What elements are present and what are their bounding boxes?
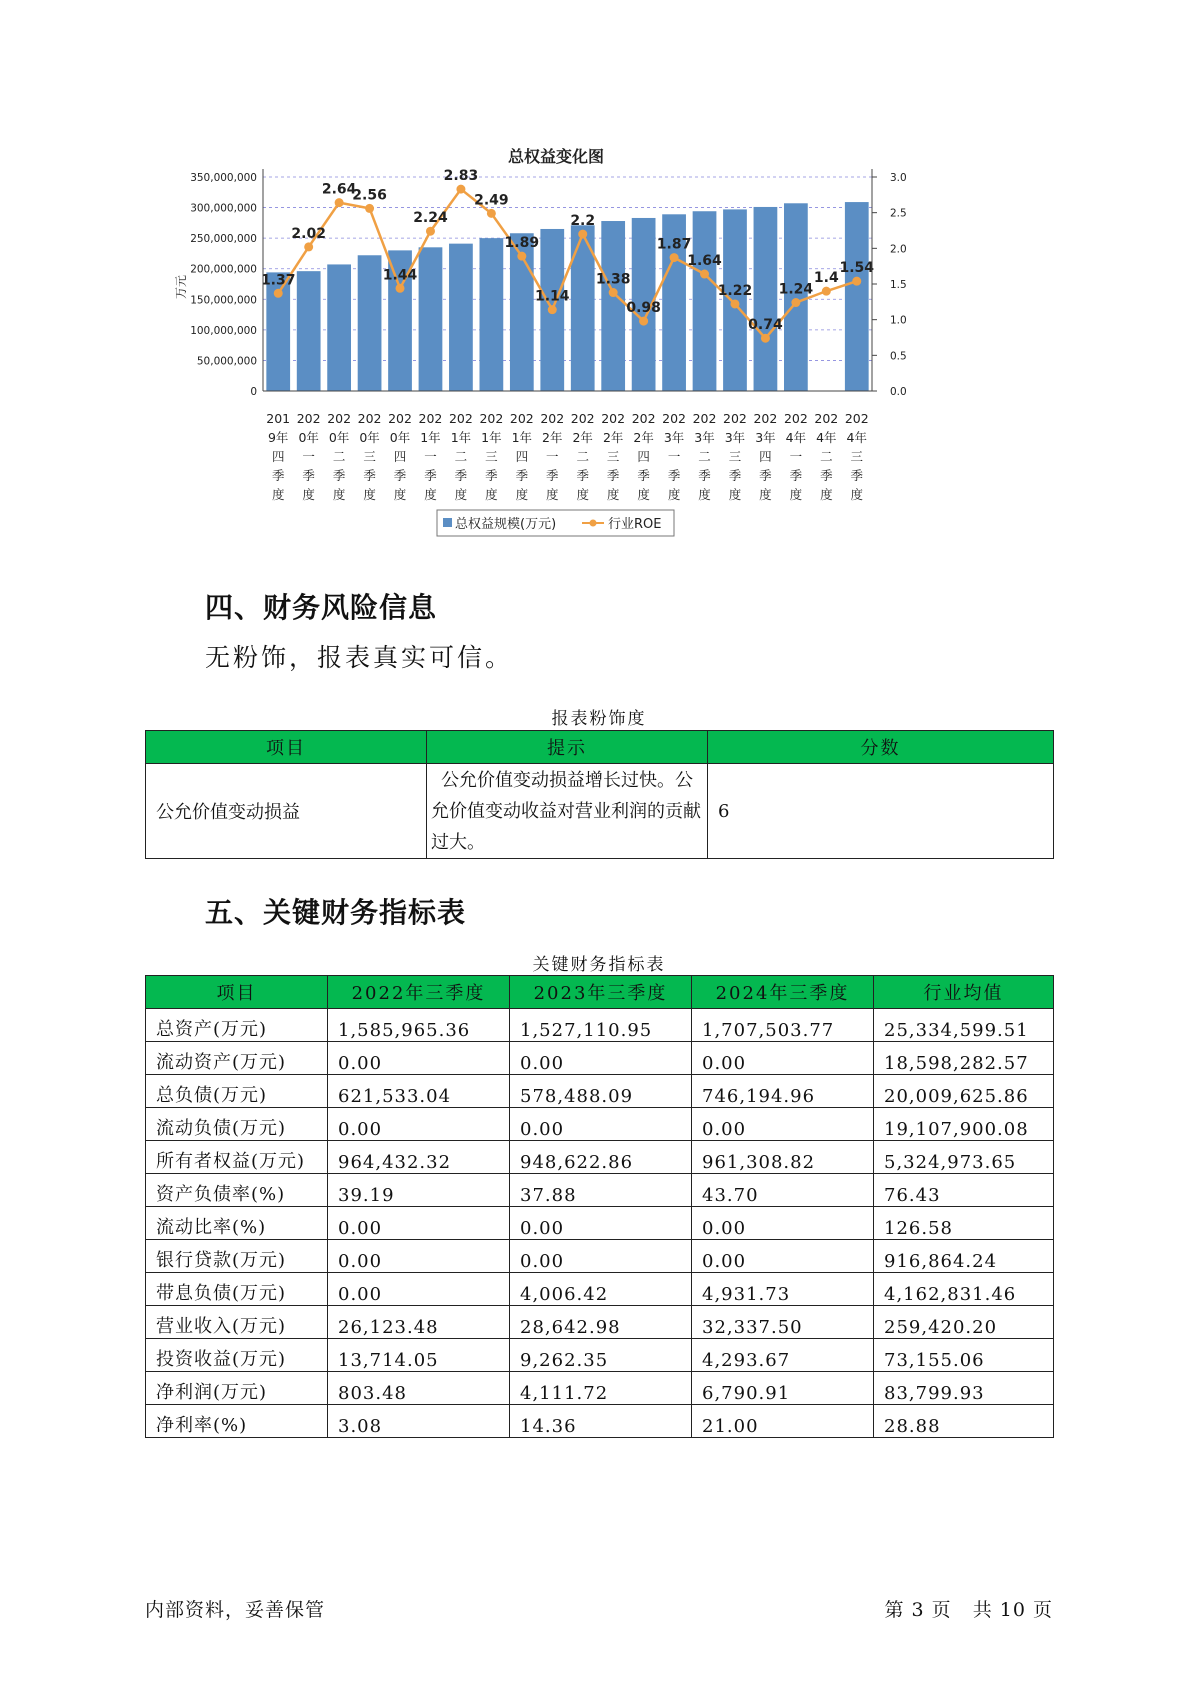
y2-tick-label: 3.0 <box>890 172 907 184</box>
roe-data-label: 0.74 <box>748 317 783 334</box>
kpi-cell: 0.00 <box>510 1240 692 1273</box>
kpi-row-label: 流动比率(%) <box>146 1207 328 1240</box>
roe-point <box>335 198 344 207</box>
chart-bar <box>419 247 443 391</box>
kpi-cell: 1,585,965.36 <box>328 1009 510 1042</box>
x-tick-label: 202 3年四季度 <box>753 411 778 502</box>
table-row <box>146 1372 1054 1405</box>
kpi-cell: 4,162,831.46 <box>874 1273 1054 1306</box>
kpi-cell: 4,006.42 <box>510 1273 692 1306</box>
legend-bar-label: 总权益规模(万元) <box>455 517 557 532</box>
kpi-cell: 37.88 <box>510 1174 692 1207</box>
x-tick-label: 202 3年二季度 <box>692 411 717 502</box>
chart-bar <box>845 202 869 391</box>
chart-bar <box>327 264 351 391</box>
table-row <box>146 1273 1054 1306</box>
section5-heading: 五、关键财务指标表 <box>205 896 467 929</box>
kpi-cell: 948,622.86 <box>510 1141 692 1174</box>
roe-point <box>578 230 587 239</box>
section4-text: 无粉饰，报表真实可信。 <box>205 643 514 672</box>
chart-title: 总权益变化图 <box>507 147 605 166</box>
roe-point <box>761 334 770 343</box>
kpi-row-label: 资产负债率(%) <box>146 1174 328 1207</box>
roe-point <box>609 288 618 297</box>
roe-data-label: 2.83 <box>443 168 479 185</box>
roe-point <box>822 287 831 296</box>
kpi-cell: 0.00 <box>510 1207 692 1240</box>
roe-point <box>396 284 405 293</box>
roe-point <box>517 252 526 261</box>
roe-point <box>304 242 313 251</box>
chart-bar <box>754 207 778 391</box>
kpi-cell: 0.00 <box>692 1207 874 1240</box>
kpi-table <box>145 975 1054 1438</box>
table-row <box>146 1009 1054 1042</box>
risk-table-caption: 报表粉饰度 <box>551 709 647 729</box>
kpi-row-label: 流动负债(万元) <box>146 1108 328 1141</box>
kpi-cell: 3.08 <box>328 1405 510 1438</box>
kpi-cell: 21.00 <box>692 1405 874 1438</box>
chart-bar <box>601 221 625 391</box>
roe-point <box>365 204 374 213</box>
equity-chart <box>150 140 950 600</box>
kpi-cell: 0.00 <box>510 1108 692 1141</box>
roe-data-label: 1.4 <box>813 270 839 287</box>
x-tick-label: 202 2年一季度 <box>540 411 565 502</box>
kpi-cell: 32,337.50 <box>692 1306 874 1339</box>
roe-data-label: 2.02 <box>291 225 326 242</box>
kpi-header-4: 行业均值 <box>874 976 1054 1009</box>
roe-point <box>852 277 861 286</box>
kpi-cell: 76.43 <box>874 1174 1054 1207</box>
kpi-cell: 4,111.72 <box>510 1372 692 1405</box>
roe-point <box>670 253 679 262</box>
chart-legend <box>437 510 674 536</box>
y-tick-label: 0 <box>250 386 257 398</box>
y-tick-label: 300,000,000 <box>190 202 257 215</box>
kpi-cell: 83,799.93 <box>874 1372 1054 1405</box>
kpi-header-3: 2024年三季度 <box>692 976 874 1009</box>
kpi-row-label: 净利率(%) <box>146 1405 328 1438</box>
y2-tick-label: 0.5 <box>890 350 907 363</box>
kpi-header-2: 2023年三季度 <box>510 976 692 1009</box>
risk-header-score: 分数 <box>708 731 1054 764</box>
kpi-cell: 1,707,503.77 <box>692 1009 874 1042</box>
kpi-row-label: 投资收益(万元) <box>146 1339 328 1372</box>
table-row <box>146 1075 1054 1108</box>
x-tick-label: 202 3年一季度 <box>662 411 687 502</box>
y-tick-label: 150,000,000 <box>190 294 257 307</box>
chart-bar <box>358 255 382 391</box>
kpi-row-label: 流动资产(万元) <box>146 1042 328 1075</box>
roe-data-label: 1.38 <box>595 271 631 288</box>
kpi-cell: 6,790.91 <box>692 1372 874 1405</box>
y2-tick-label: 2.0 <box>890 243 907 256</box>
kpi-header-0: 项目 <box>146 976 328 1009</box>
kpi-cell: 916,864.24 <box>874 1240 1054 1273</box>
kpi-cell: 0.00 <box>510 1042 692 1075</box>
roe-data-label: 1.37 <box>260 272 296 289</box>
x-tick-label: 202 0年三季度 <box>357 411 382 502</box>
risk-table-header <box>146 731 1054 764</box>
table-row <box>146 1042 1054 1075</box>
x-tick-label: 202 1年二季度 <box>448 411 473 502</box>
kpi-cell: 0.00 <box>328 1240 510 1273</box>
kpi-cell: 13,714.05 <box>328 1339 510 1372</box>
kpi-cell: 0.00 <box>328 1042 510 1075</box>
risk-header-tip: 提示 <box>427 731 708 764</box>
y2-tick-label: 0.0 <box>890 386 907 398</box>
kpi-table-header <box>146 976 1054 1009</box>
roe-point <box>639 317 648 326</box>
section4-heading: 四、财务风险信息 <box>205 591 438 624</box>
kpi-table-caption: 关键财务指标表 <box>532 955 666 975</box>
x-tick-label: 202 0年一季度 <box>296 411 321 502</box>
kpi-cell: 4,293.67 <box>692 1339 874 1372</box>
chart-bar <box>479 238 503 391</box>
x-tick-label: 202 4年三季度 <box>844 411 869 502</box>
kpi-cell: 126.58 <box>874 1207 1054 1240</box>
kpi-cell: 961,308.82 <box>692 1141 874 1174</box>
kpi-cell: 0.00 <box>328 1108 510 1141</box>
table-row <box>146 1339 1054 1372</box>
kpi-cell: 964,432.32 <box>328 1141 510 1174</box>
roe-data-label: 0.98 <box>626 300 661 317</box>
kpi-row-label: 总资产(万元) <box>146 1009 328 1042</box>
kpi-cell: 4,931.73 <box>692 1273 874 1306</box>
roe-data-label: 1.64 <box>687 253 722 270</box>
kpi-header-1: 2022年三季度 <box>328 976 510 1009</box>
chart-bar <box>297 271 321 391</box>
kpi-cell: 9,262.35 <box>510 1339 692 1372</box>
kpi-cell: 0.00 <box>692 1108 874 1141</box>
risk-item: 公允价值变动损益 <box>146 764 427 859</box>
kpi-cell: 0.00 <box>328 1273 510 1306</box>
kpi-cell: 578,488.09 <box>510 1075 692 1108</box>
y-tick-label: 350,000,000 <box>190 172 257 184</box>
roe-point <box>274 289 283 298</box>
kpi-cell: 1,527,110.95 <box>510 1009 692 1042</box>
legend-bar-swatch <box>443 518 452 527</box>
table-row <box>146 764 1054 859</box>
chart-bar <box>693 211 717 391</box>
roe-point <box>791 298 800 307</box>
roe-data-label: 2.64 <box>321 181 357 198</box>
chart-y-ticks <box>190 172 257 398</box>
chart-y-label: 万元 <box>174 274 188 300</box>
kpi-row-label: 所有者权益(万元) <box>146 1141 328 1174</box>
table-row <box>146 1240 1054 1273</box>
y-tick-label: 50,000,000 <box>196 355 257 368</box>
x-tick-label: 202 3年三季度 <box>723 411 747 502</box>
kpi-cell: 0.00 <box>328 1207 510 1240</box>
y2-tick-label: 1.5 <box>890 279 907 291</box>
roe-data-label: 1.54 <box>839 260 875 277</box>
kpi-row-label: 带息负债(万元) <box>146 1273 328 1306</box>
kpi-cell: 259,420.20 <box>874 1306 1054 1339</box>
table-row <box>146 1108 1054 1141</box>
footer-left: 内部资料，妥善保管 <box>145 1599 326 1621</box>
kpi-cell: 19,107,900.08 <box>874 1108 1054 1141</box>
kpi-row-label: 银行贷款(万元) <box>146 1240 328 1273</box>
roe-data-label: 1.24 <box>778 281 814 298</box>
y-tick-label: 250,000,000 <box>190 233 257 246</box>
risk-tip: 公允价值变动损益增长过快。公允价值变动收益对营业利润的贡献过大。 <box>427 764 708 859</box>
y-tick-label: 200,000,000 <box>190 263 257 276</box>
legend-line-label: 行业ROE <box>608 517 662 532</box>
kpi-cell: 20,009,625.86 <box>874 1075 1054 1108</box>
kpi-cell: 26,123.48 <box>328 1306 510 1339</box>
chart-y2-ticks <box>872 172 907 398</box>
x-tick-label: 202 2年二季度 <box>570 411 595 502</box>
x-tick-label: 202 1年四季度 <box>509 411 534 502</box>
table-row <box>146 1405 1054 1438</box>
roe-data-label: 1.87 <box>656 236 692 253</box>
chart-x-ticks <box>266 411 868 502</box>
kpi-cell: 14.36 <box>510 1405 692 1438</box>
kpi-row-label: 净利润(万元) <box>146 1372 328 1405</box>
legend-line-marker <box>590 520 597 527</box>
roe-data-label: 2.24 <box>413 210 448 227</box>
roe-point <box>487 209 496 218</box>
x-tick-label: 201 9年四季度 <box>266 411 291 502</box>
kpi-cell: 39.19 <box>328 1174 510 1207</box>
chart-roe-line <box>261 168 874 343</box>
roe-data-label: 1.22 <box>717 282 753 299</box>
kpi-row-label: 总负债(万元) <box>146 1075 328 1108</box>
footer-page-number: 第 3 页 共 10 页 <box>884 1599 1053 1621</box>
roe-data-label: 2.2 <box>570 213 596 230</box>
roe-point <box>700 270 709 279</box>
roe-point <box>426 227 435 236</box>
x-tick-label: 202 4年二季度 <box>814 411 839 502</box>
x-tick-label: 202 2年四季度 <box>631 411 656 502</box>
kpi-cell: 28.88 <box>874 1405 1054 1438</box>
kpi-cell: 73,155.06 <box>874 1339 1054 1372</box>
kpi-cell: 5,324,973.65 <box>874 1141 1054 1174</box>
x-tick-label: 202 1年三季度 <box>479 411 504 502</box>
roe-point <box>730 299 739 308</box>
kpi-cell: 621,533.04 <box>328 1075 510 1108</box>
table-row <box>146 1207 1054 1240</box>
roe-data-label: 2.49 <box>474 192 509 209</box>
kpi-row-label: 营业收入(万元) <box>146 1306 328 1339</box>
risk-table <box>145 730 1054 859</box>
x-tick-label: 202 2年三季度 <box>601 411 626 502</box>
kpi-cell: 803.48 <box>328 1372 510 1405</box>
x-tick-label: 202 0年四季度 <box>388 411 412 502</box>
roe-point <box>548 305 557 314</box>
y2-tick-label: 1.0 <box>890 314 907 327</box>
chart-bar <box>449 244 473 391</box>
roe-data-label: 1.14 <box>535 288 570 305</box>
kpi-cell: 18,598,282.57 <box>874 1042 1054 1075</box>
roe-data-label: 1.89 <box>504 235 540 252</box>
table-row <box>146 1306 1054 1339</box>
y2-tick-label: 2.5 <box>890 207 907 220</box>
table-row <box>146 1141 1054 1174</box>
roe-point <box>456 185 465 194</box>
kpi-cell: 746,194.96 <box>692 1075 874 1108</box>
kpi-cell: 43.70 <box>692 1174 874 1207</box>
roe-data-label: 1.44 <box>382 267 418 284</box>
risk-score: 6 <box>708 764 1054 859</box>
kpi-cell: 25,334,599.51 <box>874 1009 1054 1042</box>
y-tick-label: 100,000,000 <box>190 324 257 337</box>
x-tick-label: 202 1年一季度 <box>418 411 443 502</box>
kpi-cell: 0.00 <box>692 1042 874 1075</box>
risk-header-item: 项目 <box>146 731 427 764</box>
roe-data-label: 2.56 <box>352 187 387 204</box>
kpi-cell: 0.00 <box>692 1240 874 1273</box>
table-row <box>146 1174 1054 1207</box>
kpi-cell: 28,642.98 <box>510 1306 692 1339</box>
x-tick-label: 202 4年一季度 <box>783 411 808 502</box>
x-tick-label: 202 0年二季度 <box>327 411 352 502</box>
